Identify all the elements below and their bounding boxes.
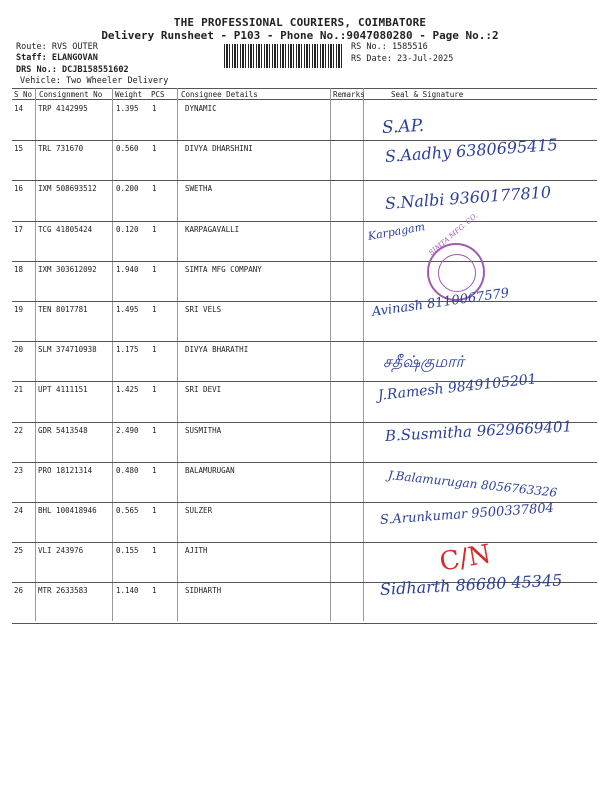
header-divider: [12, 99, 597, 100]
table-cell-wt: 0.565: [116, 506, 139, 515]
col-header-signature: Seal & Signature: [391, 90, 464, 99]
staff-label: Staff: ELANGOVAN: [16, 53, 98, 63]
table-cell-wt: 0.200: [116, 184, 139, 194]
col-divider: [177, 88, 178, 621]
col-divider: [363, 88, 364, 621]
stamp-signature: SIMTA MFG. CO.: [427, 211, 480, 258]
table-cell-sno: 17: [14, 224, 24, 234]
handwritten-signature: Sidharth 86680 45345: [379, 570, 563, 599]
table-cell-wt: 1.940: [116, 264, 139, 274]
table-cell-name: SRI DEVI: [185, 385, 222, 395]
table-cell-name: SRI VELS: [185, 305, 222, 314]
table-cell-pcs: 1: [152, 425, 157, 435]
table-cell-sno: 23: [14, 465, 24, 475]
table-cell-pcs: 1: [152, 345, 157, 355]
row-divider: [12, 623, 597, 624]
table-cell-cn: VLI 243976: [38, 546, 84, 556]
col-header-sno: S No: [14, 90, 33, 99]
table-cell-cn: IXM 508693512: [38, 184, 97, 194]
col-header-pcs: PCS: [151, 90, 165, 99]
table-cell-wt: 0.120: [116, 224, 139, 234]
route-label: Route: RVS OUTER: [16, 42, 98, 52]
table-cell-cn: TCG 41805424: [38, 224, 93, 234]
table-cell-cn: BHL 100418946: [38, 506, 97, 515]
table-cell-wt: 1.175: [116, 345, 139, 355]
table-cell-wt: 0.480: [116, 465, 139, 475]
handwritten-signature: S.AP.: [381, 115, 425, 138]
table-cell-sno: 18: [14, 264, 24, 274]
table-cell-cn: PRO 18121314: [38, 465, 93, 475]
col-header-weight: Weight: [115, 90, 143, 99]
table-cell-cn: TRP 4142995: [38, 104, 88, 113]
table-cell-wt: 1.425: [116, 385, 139, 395]
table-cell-wt: 1.495: [116, 305, 139, 314]
col-divider: [330, 88, 331, 621]
table-cell-sno: 14: [14, 104, 24, 113]
table-cell-pcs: 1: [152, 305, 157, 314]
table-cell-sno: 21: [14, 385, 24, 395]
row-divider: [12, 221, 597, 222]
rs-number: RS No.: 1585516: [351, 42, 428, 52]
handwritten-signature: Karpagam: [366, 220, 426, 243]
table-cell-cn: SLM 374710938: [38, 345, 97, 355]
table-cell-name: DIVYA BHARATHI: [185, 345, 249, 355]
handwritten-signature: S.Aadhy 6380695415: [384, 134, 559, 166]
handwritten-signature: Avinash 8110067579: [370, 285, 511, 320]
runsheet-subtitle: Delivery Runsheet - P103 - Phone No.:9047080280 - Page No.:2: [101, 29, 499, 42]
table-cell-pcs: 1: [152, 184, 157, 194]
table-cell-pcs: 1: [152, 224, 157, 234]
table-cell-sno: 15: [14, 144, 24, 154]
table-cell-wt: 2.490: [116, 425, 139, 435]
handwritten-signature: சதீஷ்குமார்: [383, 352, 464, 371]
drs-number: DRS No.: DCJB158551602: [16, 65, 129, 75]
table-cell-sno: 20: [14, 345, 24, 355]
handwritten-signature: J.Balamurugan 8056763326: [387, 468, 558, 500]
table-cell-pcs: 1: [152, 546, 157, 556]
col-divider: [35, 88, 36, 621]
handwritten-signature: S.Arunkumar 9500337804: [379, 500, 555, 528]
row-divider: [12, 341, 597, 342]
table-cell-name: SWETHA: [185, 184, 213, 194]
table-cell-cn: MTR 2633583: [38, 586, 88, 596]
handwritten-signature: C/N: [437, 539, 494, 578]
row-divider: [12, 462, 597, 463]
table-cell-pcs: 1: [152, 586, 157, 596]
row-divider: [12, 261, 597, 262]
table-cell-name: DIVYA DHARSHINI: [185, 144, 253, 154]
col-header-consignment: Consignment No: [39, 90, 103, 99]
table-cell-wt: 1.140: [116, 586, 139, 596]
table-cell-sno: 24: [14, 506, 24, 515]
handwritten-signature: S.Nalbi 9360177810: [384, 182, 552, 213]
table-cell-pcs: 1: [152, 144, 157, 154]
table-cell-sno: 19: [14, 305, 24, 314]
table-cell-cn: TRL 731670: [38, 144, 84, 154]
table-cell-name: BALAMURUGAN: [185, 465, 235, 475]
rs-date: RS Date: 23-Jul-2025: [351, 54, 454, 64]
col-header-remarks: Remarks: [333, 90, 365, 99]
table-cell-name: SIMTA MFG COMPANY: [185, 264, 262, 274]
col-divider: [112, 88, 113, 621]
col-header-consignee: Consignee Details: [181, 90, 258, 99]
table-cell-sno: 25: [14, 546, 24, 556]
table-cell-cn: UPT 4111151: [38, 385, 88, 395]
table-cell-pcs: 1: [152, 104, 157, 113]
table-cell-name: DYNAMIC: [185, 104, 217, 113]
row-divider: [12, 180, 597, 181]
table-cell-sno: 16: [14, 184, 24, 194]
table-cell-cn: TEN 8017781: [38, 305, 88, 314]
table-cell-name: SIDHARTH: [185, 586, 222, 596]
table-cell-cn: IXM 303612092: [38, 264, 97, 274]
row-divider: [12, 542, 597, 543]
handwritten-signature: B.Susmitha 9629669401: [384, 417, 573, 445]
table-cell-cn: GDR 5413548: [38, 425, 88, 435]
table-cell-name: SUSMITHA: [185, 425, 222, 435]
table-cell-name: AJITH: [185, 546, 208, 556]
row-divider: [12, 502, 597, 503]
table-cell-pcs: 1: [152, 264, 157, 274]
table-cell-name: SULZER: [185, 506, 213, 515]
table-cell-sno: 26: [14, 586, 24, 596]
table-cell-sno: 22: [14, 425, 24, 435]
vehicle-label: Vehicle: Two Wheeler Delivery: [20, 76, 169, 86]
row-divider: [12, 301, 597, 302]
handwritten-signature: J.Ramesh 9849105201: [377, 371, 538, 404]
company-title: THE PROFESSIONAL COURIERS, COIMBATORE: [173, 16, 427, 29]
table-cell-pcs: 1: [152, 506, 157, 515]
table-top-border: [12, 88, 597, 89]
table-cell-pcs: 1: [152, 385, 157, 395]
table-cell-wt: 1.395: [116, 104, 139, 113]
table-cell-name: KARPAGAVALLI: [185, 224, 240, 234]
barcode: [224, 44, 344, 68]
table-cell-pcs: 1: [152, 465, 157, 475]
table-cell-wt: 0.560: [116, 144, 139, 154]
table-cell-wt: 0.155: [116, 546, 139, 556]
